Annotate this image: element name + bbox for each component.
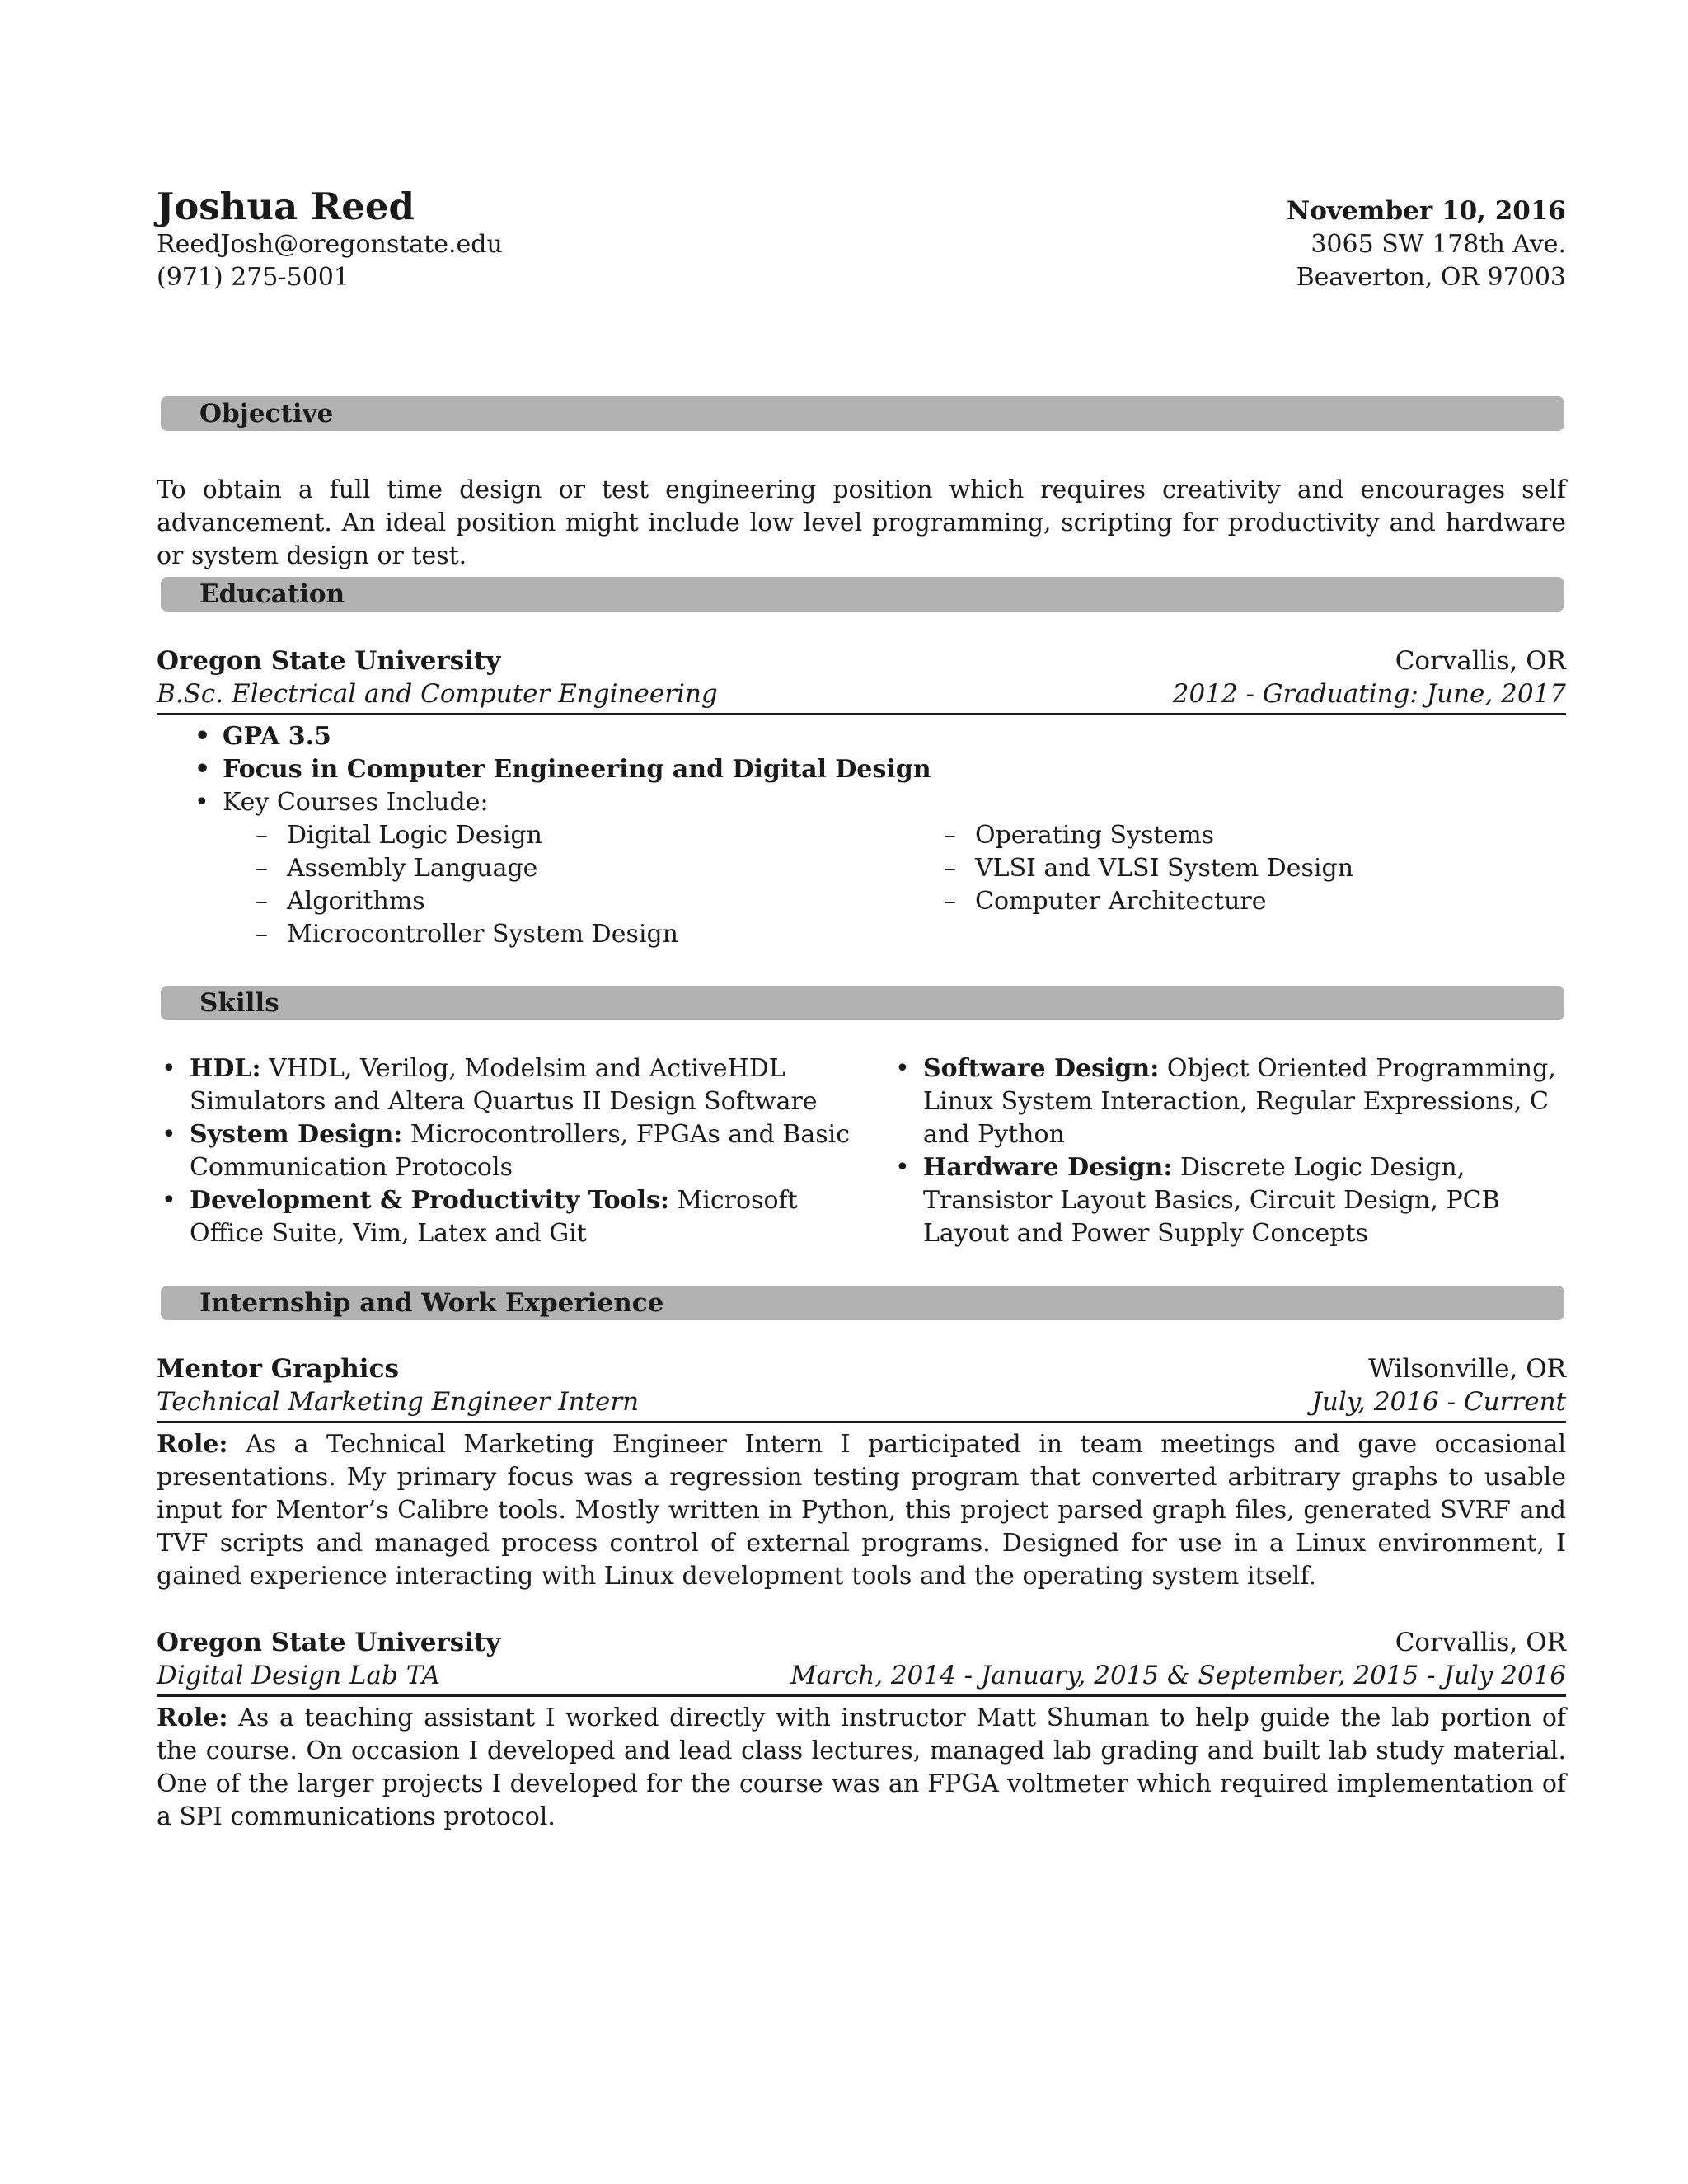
experience-rule — [157, 1421, 1566, 1423]
course-item: – Microcontroller System Design — [256, 918, 944, 951]
gpa: • GPA 3.5 — [190, 720, 1566, 753]
role-description: Role: As a teaching assistant I worked directly with instructor Matt Shuman to help guide the lab portion of the course. On occasion I developed and lead class lectures, managed lab grading and built lab study material. One of the larger projects I developed for the course was an FPGA voltmeter which required implementation of a SPI communications protocol. — [157, 1704, 1566, 1831]
school-location: Corvallis, OR — [1395, 646, 1566, 676]
skill-item: • Development & Productivity Tools: Microsoft Office Suite, Vim, Latex and Git — [157, 1184, 857, 1250]
education-rule — [157, 713, 1566, 715]
school-name: Oregon State University — [157, 646, 501, 676]
skills-section-header — [161, 986, 1564, 1020]
letter-date: November 10, 2016 — [1286, 196, 1566, 226]
objective-heading: Objective — [199, 399, 334, 429]
skill-item: • System Design: Microcontrollers, FPGAs and Basic Communication Protocols — [157, 1118, 857, 1184]
job-dates: March, 2014 - January, 2015 & September, 2015 - July 2016 — [790, 1661, 1566, 1690]
experience-heading: Internship and Work Experience — [199, 1288, 664, 1318]
education-entry — [157, 644, 1566, 951]
degree: B.Sc. Electrical and Computer Engineering — [157, 679, 718, 709]
course-item: – Computer Architecture — [944, 885, 1353, 918]
role-description: Role: As a Technical Marketing Engineer Intern I participated in team meetings and gave occasional presentations. My primary focus was a regression testing program that converted arbitrary graphs to usable input for Mentor’s Calibre tools. Mostly written in Python, this project parsed graph files, generated SVRF and TVF scripts and managed process control of external programs. Designed for use in a Linux environment, I gained experience interacting with Linux development tools and the operating system itself. — [157, 1430, 1566, 1591]
job-title: Technical Marketing Engineer Intern — [157, 1387, 640, 1417]
skills-left-list — [157, 1052, 890, 1250]
skills-body — [157, 1052, 1566, 1250]
course-item: – Operating Systems — [944, 819, 1353, 852]
education-dates: 2012 - Graduating: June, 2017 — [1172, 679, 1566, 709]
address-line-2: Beaverton, OR 97003 — [1296, 263, 1566, 292]
employer-location: Wilsonville, OR — [1368, 1354, 1566, 1384]
resume-header — [157, 185, 1566, 294]
course-item: – Assembly Language — [256, 852, 944, 885]
job-dates: July, 2016 - Current — [1311, 1387, 1566, 1417]
employer-location: Corvallis, OR — [1395, 1628, 1566, 1657]
course-item: – Algorithms — [256, 885, 944, 918]
experience-section-header — [161, 1286, 1564, 1320]
courses-list — [256, 819, 1566, 951]
objective-section-header — [161, 396, 1564, 431]
email: ReedJosh@oregonstate.edu — [157, 230, 503, 259]
employer-name: Mentor Graphics — [157, 1354, 399, 1384]
job-title: Digital Design Lab TA — [157, 1661, 441, 1690]
course-item: – VLSI and VLSI System Design — [944, 852, 1353, 885]
education-section-header — [161, 577, 1564, 612]
objective-body — [157, 474, 1566, 573]
experience-entry-1 — [157, 1352, 1566, 1593]
candidate-name: Joshua Reed — [157, 185, 415, 228]
skills-right-list — [890, 1052, 1566, 1250]
phone: (971) 275-5001 — [157, 263, 349, 292]
course-item: – Digital Logic Design — [256, 819, 944, 852]
focus: • Focus in Computer Engineering and Digital Design — [190, 753, 1566, 786]
experience-entry-2 — [157, 1626, 1566, 1834]
skill-item: • HDL: VHDL, Verilog, Modelsim and ActiveHDL Simulators and Altera Quartus II Design Software — [157, 1052, 857, 1118]
courses-label: • Key Courses Include: — [190, 786, 1566, 819]
employer-name: Oregon State University — [157, 1628, 501, 1657]
education-bullets — [190, 720, 1566, 819]
education-heading: Education — [199, 579, 345, 609]
objective-text: To obtain a full time design or test engineering position which requires creativity and encourages self advancement. An ideal position might include low level programming, scripting for productivity and hardware or system design or test. — [157, 476, 1566, 570]
address-line-1: 3065 SW 178th Ave. — [1311, 230, 1566, 259]
skill-item: • Software Design: Object Oriented Programming, Linux System Interaction, Regular Expressions, C and Python — [890, 1052, 1566, 1151]
skill-item: • Hardware Design: Discrete Logic Design, Transistor Layout Basics, Circuit Design, PCB Layout and Power Supply Concepts — [890, 1151, 1566, 1250]
experience-rule — [157, 1694, 1566, 1697]
skills-heading: Skills — [199, 988, 279, 1018]
